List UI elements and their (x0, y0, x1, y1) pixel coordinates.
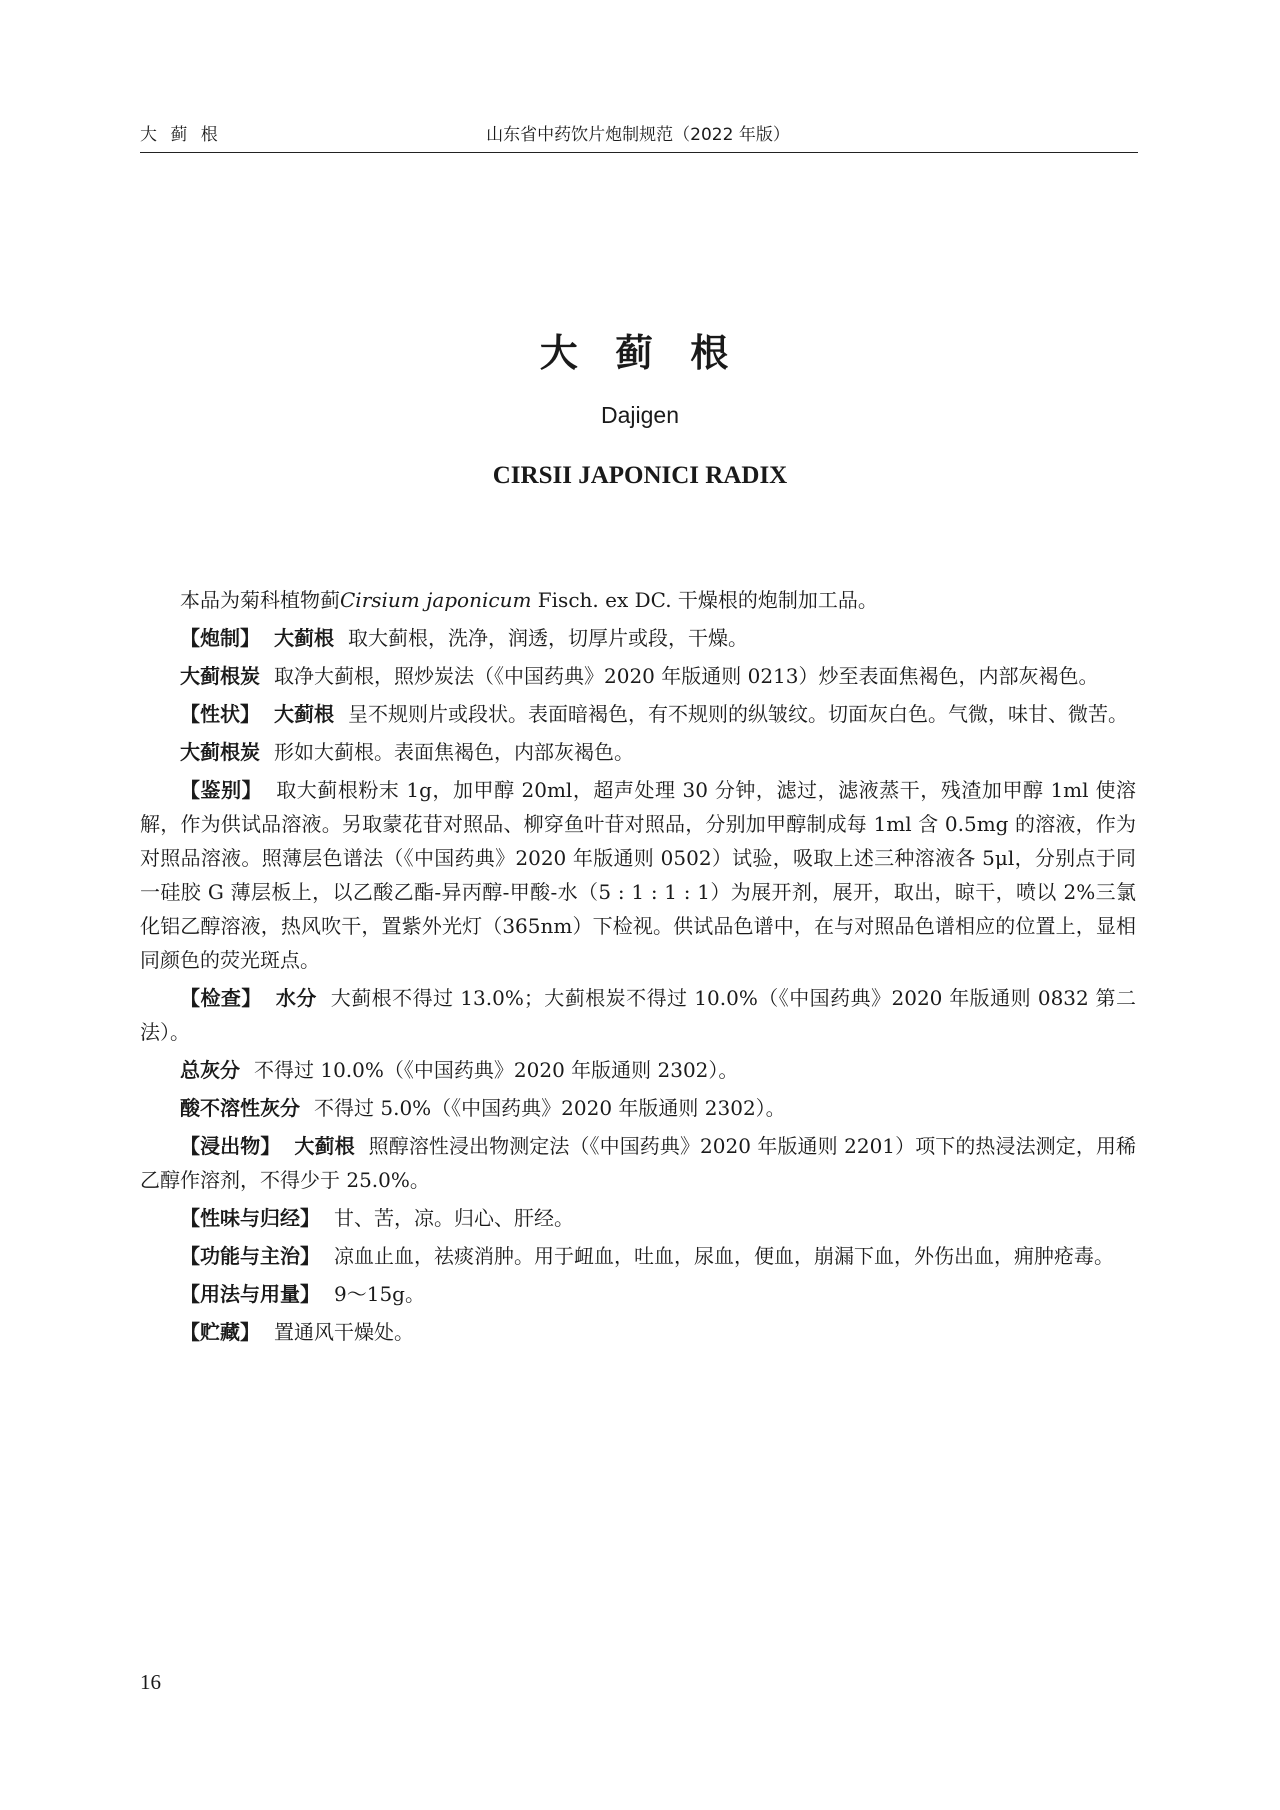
xingwei-paragraph (140, 1201, 1136, 1235)
jiancha-label: 【检查】 (180, 986, 262, 1010)
xingwei-label: 【性味与归经】 (180, 1206, 320, 1230)
xingzhuang-label: 【性状】 (180, 702, 260, 726)
yongfa-text: 9～15g。 (334, 1282, 425, 1306)
paozhi-paragraph-1 (140, 621, 1136, 655)
header-book-title: 山东省中药饮片炮制规范（2022 年版） (486, 125, 790, 145)
jiancha-paragraph-1 (140, 981, 1136, 1049)
paozhi-sub2: 大蓟根炭 (180, 664, 260, 688)
latin-name: CIRSII JAPONICI RADIX (492, 462, 788, 489)
jiancha-text1: 大蓟根不得过 13.0%；大蓟根炭不得过 10.0%（《中国药典》2020 年版通则 0832 第二法）。 (140, 986, 1137, 1044)
jinchuwu-paragraph (140, 1129, 1136, 1197)
xingzhuang-paragraph-1 (140, 697, 1136, 731)
jiancha-paragraph-3 (140, 1091, 1136, 1125)
intro-species: Cirsium japonicum (340, 588, 532, 612)
paozhi-paragraph-2 (140, 659, 1136, 693)
paozhi-sub1: 大蓟根 (274, 626, 334, 650)
zhucang-paragraph (140, 1315, 1136, 1349)
header-divider (140, 152, 1138, 153)
jianbie-paragraph (140, 773, 1136, 977)
jiancha-sub1: 水分 (275, 986, 317, 1010)
jinchuwu-text1: 照醇溶性浸出物测定法（《中国药典》2020 年版通则 2201）项下的热浸法测定，用稀乙醇作溶剂，不得少于 25.0%。 (140, 1134, 1137, 1192)
xingzhuang-sub1: 大蓟根 (274, 702, 334, 726)
paozhi-text2: 取净大蓟根，照炒炭法（《中国药典》2020 年版通则 0213）炒至表面焦褐色，内部灰褐色。 (274, 664, 1099, 688)
jianbie-label: 【鉴别】 (180, 778, 263, 802)
jianbie-text: 取大蓟根粉末 1g，加甲醇 20ml，超声处理 30 分钟，滤过，滤液蒸干，残渣加甲醇 1ml 使溶解，作为供试品溶液。另取蒙花苷对照品、柳穿鱼叶苷对照品，分别加甲醇制成每 1ml 含 0.5mg 的溶液，作为对照品溶液。照薄层色谱法（《中国药典》2020 年版通则 0502）试验，吸取上述三种溶液各 5μl，分别点于同一硅胶 G 薄层板上，以乙酸乙酯-异丙醇-甲酸-水（5 : 1 : 1 : 1）为展开剂，展开，取出，晾干，喷以 2%三氯化铝乙醇溶液，热风吹干，置紫外光灯（365nm）下检视。供试品色谱中，在与对照品色谱相应的位置上，显相同颜色的荧光斑点。 (140, 778, 1136, 972)
page-title: 大 蓟 根 (539, 331, 741, 375)
xingwei-text: 甘、苦，凉。归心、肝经。 (334, 1206, 574, 1230)
intro-paragraph (140, 583, 1136, 617)
jiancha-sub3: 酸不溶性灰分 (180, 1096, 300, 1120)
intro-suffix: Fisch. ex DC. 干燥根的炮制加工品。 (531, 588, 878, 612)
jiancha-text2: 不得过 10.0%（《中国药典》2020 年版通则 2302）。 (254, 1058, 739, 1082)
intro-prefix: 本品为菊科植物蓟 (180, 588, 340, 612)
header-section-name: 大 蓟 根 (140, 125, 222, 145)
xingzhuang-paragraph-2 (140, 735, 1136, 769)
jiancha-sub2: 总灰分 (180, 1058, 240, 1082)
yongfa-paragraph (140, 1277, 1136, 1311)
gongneng-text: 凉血止血，祛痰消肿。用于衄血，吐血，尿血，便血，崩漏下血，外伤出血，痈肿疮毒。 (334, 1244, 1114, 1268)
jinchuwu-sub1: 大蓟根 (294, 1134, 355, 1158)
xingzhuang-sub2: 大蓟根炭 (180, 740, 260, 764)
page-number: 16 (140, 1670, 161, 1694)
xingzhuang-text2: 形如大蓟根。表面焦褐色，内部灰褐色。 (274, 740, 634, 764)
running-header (140, 112, 1136, 152)
paozhi-label: 【炮制】 (180, 626, 260, 650)
jinchuwu-label: 【浸出物】 (180, 1134, 281, 1158)
pinyin-name: Dajigen (601, 402, 679, 428)
jiancha-paragraph-2 (140, 1053, 1136, 1087)
jiancha-text3: 不得过 5.0%（《中国药典》2020 年版通则 2302）。 (314, 1096, 786, 1120)
gongneng-label: 【功能与主治】 (180, 1244, 320, 1268)
monograph-body (140, 583, 1136, 1353)
yongfa-label: 【用法与用量】 (180, 1282, 320, 1306)
zhucang-text: 置通风干燥处。 (274, 1320, 414, 1344)
paozhi-text1: 取大蓟根，洗净，润透，切厚片或段，干燥。 (348, 626, 748, 650)
xingzhuang-text1: 呈不规则片或段状。表面暗褐色，有不规则的纵皱纹。切面灰白色。气微，味甘、微苦。 (348, 702, 1128, 726)
gongneng-paragraph (140, 1239, 1136, 1273)
zhucang-label: 【贮藏】 (180, 1320, 260, 1344)
